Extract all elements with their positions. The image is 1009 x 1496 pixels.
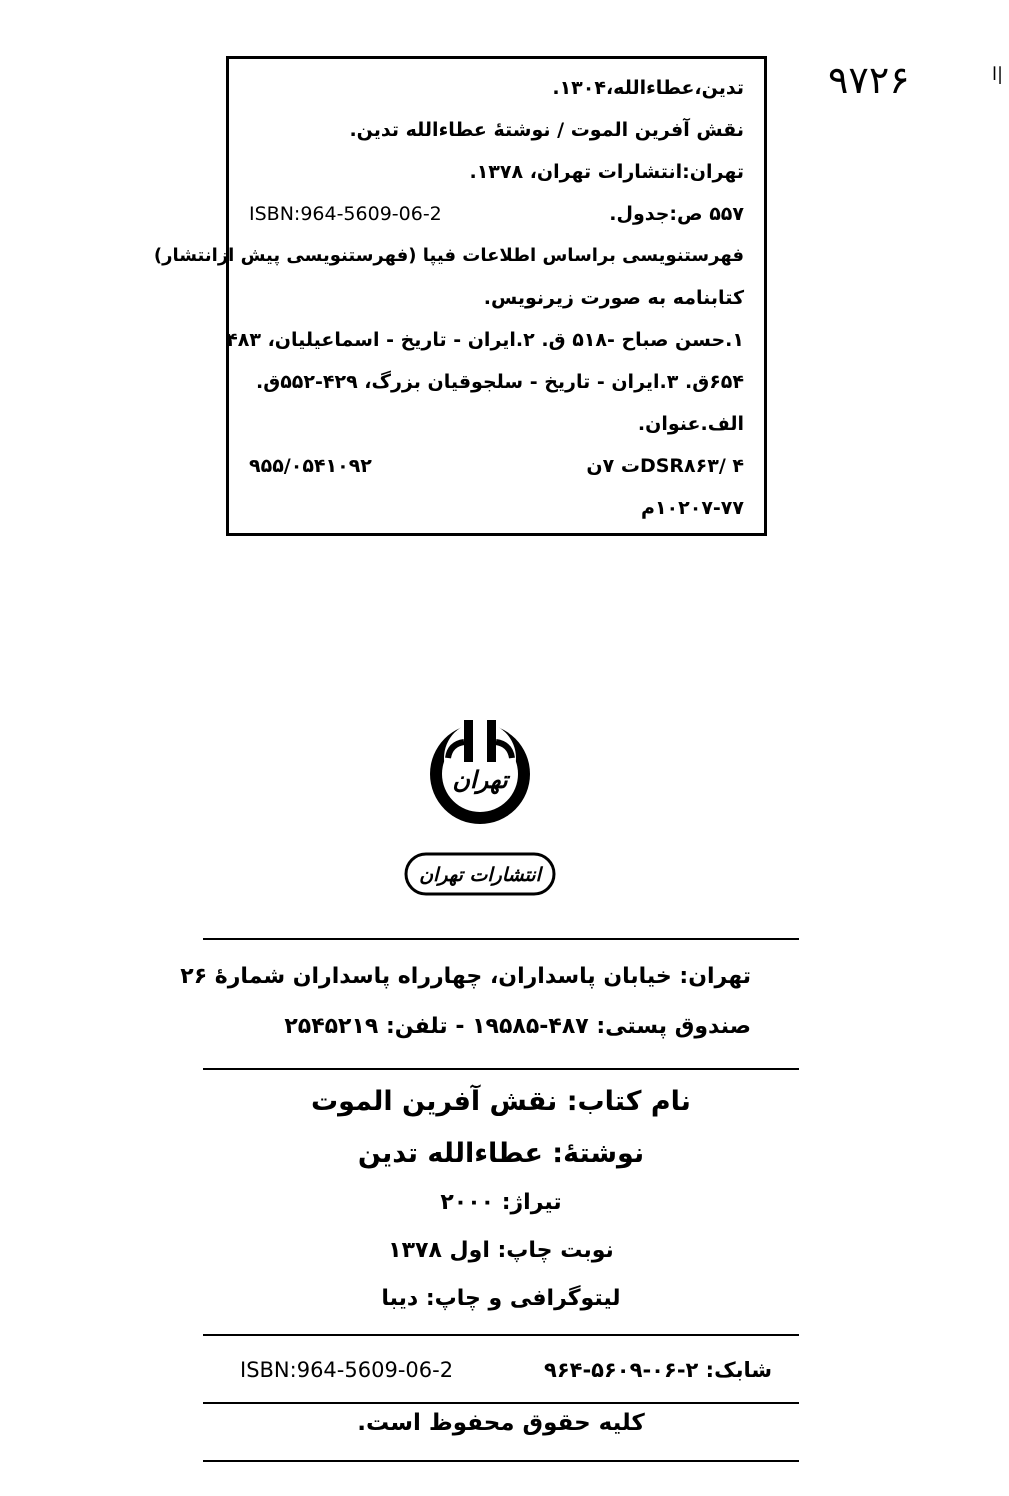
publisher-address: تهران: خیابان پاسداران، چهارراه پاسداران شمارهٔ ۲۶ [180,964,751,989]
catalog-pages: ۵۵۷ ص:جدول. [609,203,744,225]
catalog-isbn: ISBN:964-5609-06-2 [249,203,442,225]
rights-notice: کلیه حقوق محفوظ است. [357,1410,645,1436]
edge-mark: ا| [992,64,1004,85]
catalog-dewey-class: ۹۵۵/۰۵۴۱۰۹۲ [249,455,372,477]
catalog-author-line: تدین،عطاءالله،۱۳۰۴. [552,77,744,99]
book-title: نام کتاب: نقش آفرین الموت [311,1086,691,1117]
book-author: نوشتهٔ: عطاءالله تدین [357,1138,645,1169]
catalog-bibliography-note: کتابنامه به صورت زیرنویس. [483,287,744,309]
cataloging-record-box [153,56,767,536]
catalog-subject-1: ۱.حسن صباح -۵۱۸ ق. ۲.ایران - تاریخ - اسماعیلیان، ۴۸۳ [226,329,744,351]
catalog-classification-line [249,455,744,477]
shabak-line [240,1358,772,1382]
divider-1 [203,938,799,940]
divider-5 [203,1460,799,1462]
catalog-fipa-note: فهرستنویسی براساس اطلاعات فیپا (فهرستنویسی پیش ازانتشار) [153,245,744,266]
shabak-number: شابک: ۲-۰۶-۵۶۰۹-۹۶۴ [544,1358,772,1382]
edition: نوبت چاپ: اول ۱۳۷۸ [388,1238,614,1263]
catalog-subject-2: ۶۵۴ق. ۳.ایران - تاریخ - سلجوقیان بزرگ، ۴۲۹-۵۵۲ق. [255,371,744,393]
catalog-pages-isbn-line [249,203,744,225]
print-run: تیراژ: ۲۰۰۰ [440,1190,562,1215]
shabak-isbn: ISBN:964-5609-06-2 [240,1358,454,1382]
catalog-lc-class: DSR۸۶۳/ ۴ت ۷ن [586,455,744,477]
publisher-postal-phone: صندوق پستی: ۴۸۷-۱۹۵۸۵ - تلفن: ۲۵۴۵۲۱۹ [284,1014,751,1039]
divider-2 [203,1068,799,1070]
catalog-publication-line: تهران:انتشارات تهران، ۱۳۷۸. [469,161,744,183]
logo-banner-text: انتشارات تهران [419,864,541,886]
publisher-logo [404,718,556,900]
logo-wordmark: تهران [452,765,508,794]
catalog-title-line: نقش آفرین الموت / نوشتهٔ عطاءالله تدین. [349,119,744,141]
catalog-record-number: ۱۰۲۰۷-۷۷م [641,497,744,519]
handwritten-number: ٩٧٢۶ [828,58,910,102]
divider-4 [203,1402,799,1404]
printing-house: لیتوگرافی و چاپ: دیبا [381,1286,621,1311]
catalog-title-entry: الف.عنوان. [637,413,744,435]
divider-3 [203,1334,799,1336]
